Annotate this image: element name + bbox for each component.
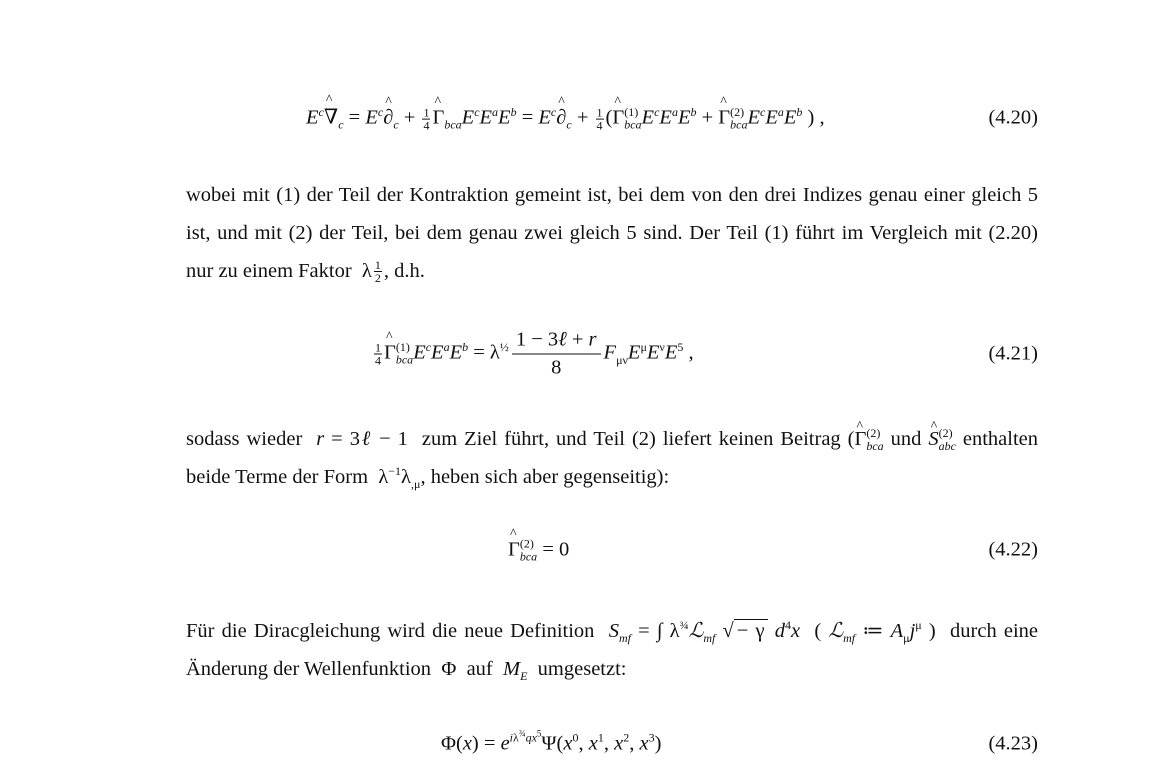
paragraph-line: Vergleich mit (2.20) nur zu einem Faktor [186,222,1039,282]
equation-4-21 [186,330,1038,378]
equation-4-22-formula: ^ $\Gamma^{(2)}_{bca} = 0$ [508,539,569,562]
equation-4-21-formula: $\frac{1}{4}$ ^ $\Gamma^{(1)}_{bca}E^cE^aE^b = \lambda^{\frac{1}{2}}$ $\frac{\text{1 − 3ℓ + r}}{8}$ $F_{\mu\nu}E^\mu E^\nu E^5$ , [372,329,694,380]
paragraph-line: und [890,428,922,450]
inline-math: λ $^{\frac{1}{2}}$ [356,258,381,286]
equation-4-20-formula: $E^c\^{}$ $\nabla_c$ = $E^c\^{}$ $\partial_c$ + $\frac{1}{4}$ ^ $\Gamma_{bca}E^cE^aE^b$ = $E^c\^{}$ $\partial_c$ + $\frac{1}{4}$ (^ $\Gamma^{(1)}_{bca}E^cE^aE^b$ + ^ $\Gamma^{(2)}_{bca}E^cE^aE^b$ ) , [306,105,825,132]
inline-math: $S_{mf}$ = ∫ $\lambda^{\frac{3}{4}}ℒ_{mf}$ √ − γ $d^4x$ ( ℒ$_{mf}$ ≔ $A_\mu j^\mu$ ) [608,618,943,646]
equation-number: (4.20) [988,106,1038,129]
paragraph-line: enthalten beide Terme der Form [186,428,1039,488]
paragraph-line: , d.h. [383,260,425,282]
paragraph-line: Für die Diracgleichung wird die neue Definition [186,620,595,642]
inline-math: ^ $\Gamma^{(2)}_{bca}$ [854,428,883,450]
paragraph-line: auf [466,658,493,680]
equation-4-23 [186,722,1038,766]
paragraph-line: umgesetzt: [537,658,627,680]
equation-4-20 [186,96,1038,140]
paragraph-line: gleich 5 ist, und mit (2) der Teil, bei dem genau zwei gleich 5 sind. Der Teil (1) führt im [186,184,1039,244]
paragraph-line: eine Änderung der Wellenfunktion [186,620,1039,680]
inline-math: r = 3ℓ − 1 [316,428,415,450]
paragraph-line: sodass wieder [186,428,303,450]
equation-number: (4.21) [988,342,1038,365]
paragraph-line: durch [950,620,997,642]
paragraph-2 [186,420,1038,496]
paragraph-1 [186,176,1038,290]
equation-4-22 [186,528,1038,572]
inline-math: Φ [436,658,462,680]
paragraph-3 [186,612,1038,688]
inline-math: ^ $S^{(2)}_{abc}$ [928,428,956,450]
equation-number: (4.22) [988,538,1038,561]
paragraph-line: , heben sich aber gegenseitig): [420,466,670,488]
equation-4-23-formula: $\Phi(x) = e^{i\lambda^{\frac{3}{4}}qx^5}\Psi(x^0$, $x^1$, $x^2$, $x^3$) [441,728,662,755]
inline-math: $M_E$ [503,658,528,684]
equation-number: (4.23) [988,732,1038,755]
paragraph-line: zum Ziel führt, und Teil (2) liefert keinen Beitrag ( [421,428,855,450]
paragraph-line: wobei mit (1) der Teil der Kontraktion gemeint ist, bei dem von den drei Indizes genau einer [186,184,965,206]
inline-math: $\lambda^{-1}\lambda_{,\mu}$ [373,464,421,492]
